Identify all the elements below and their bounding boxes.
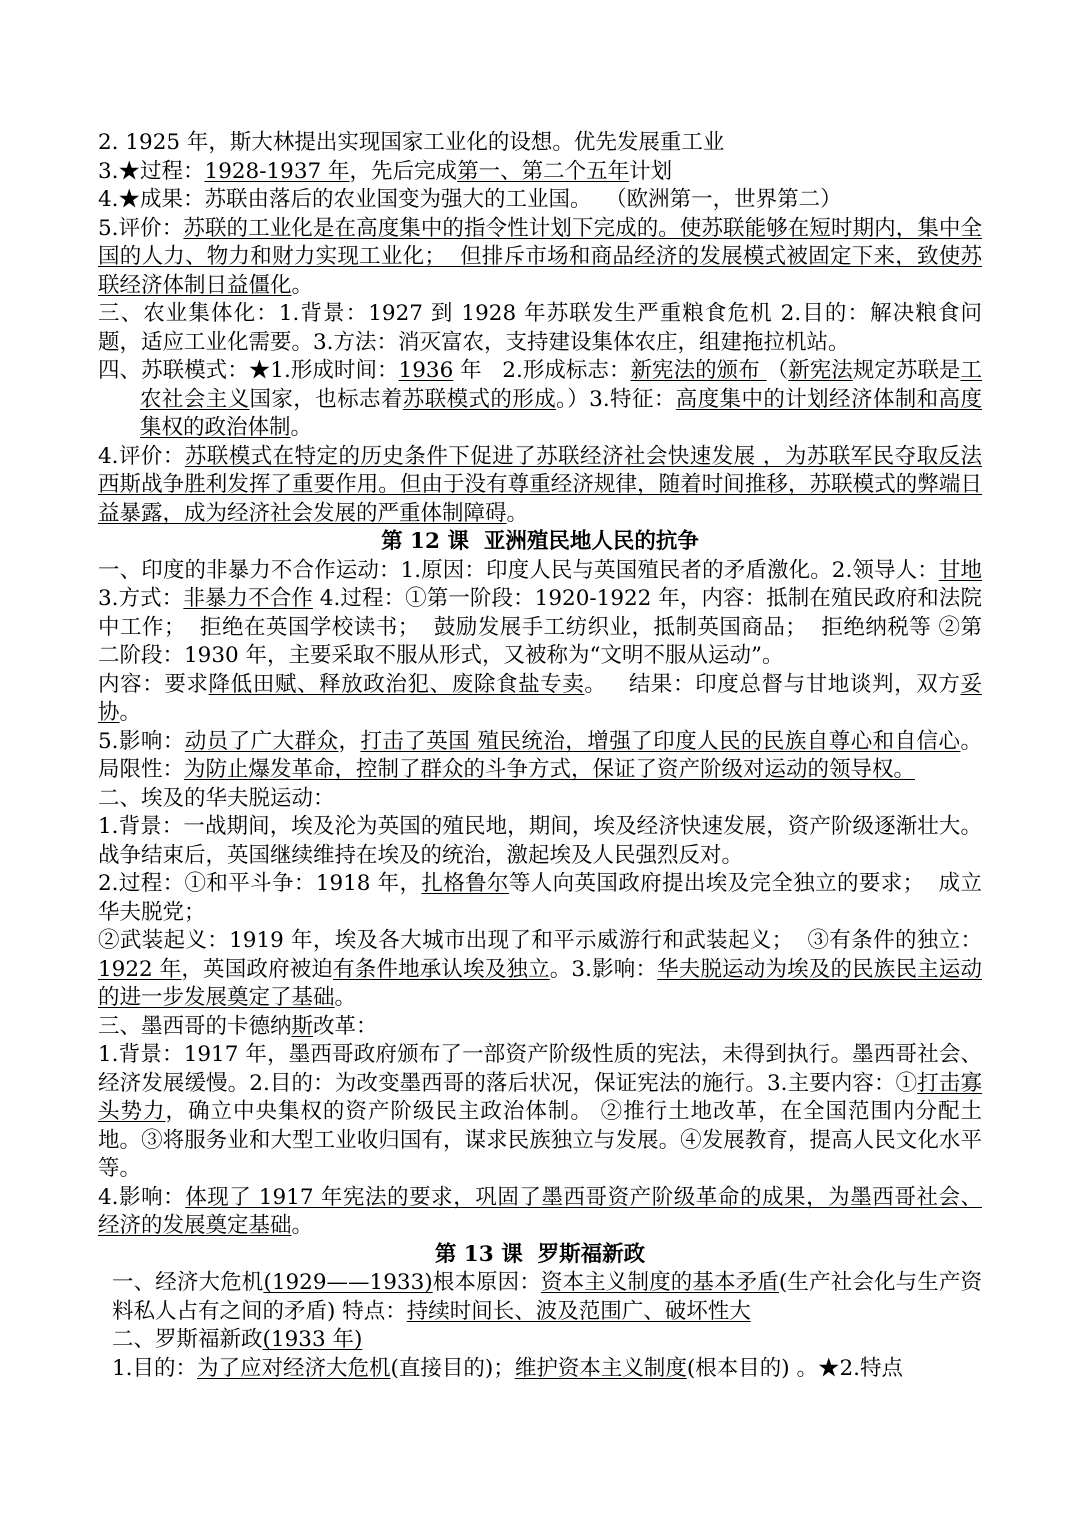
paragraph-stalin-industrialization-idea: [98, 129, 982, 158]
paragraph-new-deal-heading: [98, 1326, 982, 1355]
document-body: [98, 129, 1010, 1383]
underlined-text: 新宪法: [788, 358, 853, 383]
underlined-text: 体现了 1917 年宪法的要求，巩固了墨西哥资产阶级革命的成果，为墨西哥社会、经济的发展奠定基础: [98, 1184, 982, 1238]
underlined-text: 高度集中的计划经济体制和高度集权的政治体制: [140, 386, 982, 440]
text-run: 4.★成果：苏联由落后的农业国变为强大的工业国。 （欧洲第一，世界第二）: [98, 187, 842, 212]
text-run: ，先后完成: [349, 158, 458, 184]
text-run: 三、农业集体化：1.背景：1927 到 1928 年苏联发生严重粮食危机 2.目的：解决粮食问题，适应工业化需要。3.方法：消灭富农，支持建设集体农庄，组建拖拉机站。: [98, 301, 982, 355]
text-run: ，英国政府被迫: [181, 956, 334, 982]
underlined-text: 苏联模式的形成: [402, 386, 557, 412]
paragraph-egypt-uprising-impact: [98, 927, 982, 1013]
text-run: 。局限性：: [98, 728, 982, 782]
text-run: 等人向英国政府提出埃及完全独立的要求； 成立华夫脱党；: [98, 871, 982, 925]
paragraph-egypt-wafd-heading: [98, 785, 982, 814]
underlined-text: 1928-1937 年: [204, 158, 350, 184]
text-run: 1.背景：一战期间，埃及沦为英国的殖民地，期间，埃及经济快速发展，资产阶级逐渐壮大。战争结束后，英国继续维持在埃及的统治，激起埃及人民强烈反对。: [98, 814, 982, 868]
lesson-12-title: 第 12 课 亚洲殖民地人民的抗争: [381, 529, 699, 554]
paragraph-soviet-model-evaluation: [98, 443, 982, 529]
text-run: 。）3.特征：: [556, 386, 676, 412]
underlined-text: 华夫脱运动为埃及的民族民主运动的进一步发展奠定了基础: [98, 956, 982, 1010]
underlined-text: 1936: [398, 358, 454, 383]
text-run: 三、墨西哥的卡德纳: [98, 1013, 292, 1039]
underlined-text: 第一、第二个五年: [457, 158, 630, 184]
text-run: 。: [119, 700, 142, 725]
paragraph-mexico-reform-heading: [98, 1013, 982, 1042]
paragraph-india-noncooperation: [98, 557, 1010, 671]
paragraph-egypt-background: [98, 813, 982, 870]
underlined-text: 为防止爆发革命，控制了群众的斗争方式，保证了资产阶级对运动的领导权。: [184, 757, 916, 782]
text-run: 计划: [629, 158, 673, 184]
underlined-text: 打击寡头势力: [98, 1070, 982, 1124]
text-run: 5.评价：: [98, 215, 184, 241]
underlined-text: 降低田赋、释放政治犯、废除食盐专卖: [208, 671, 585, 697]
paragraph-great-depression: [98, 1269, 982, 1326]
text-run: 1.目的：: [112, 1355, 198, 1381]
text-run: (生产社会化与生产资料私人占有之间的矛盾) 特点：: [112, 1270, 982, 1324]
paragraph-industrialization-process: [98, 158, 982, 187]
text-run: 。 结果：印度总督与甘地谈判，双方: [584, 671, 961, 697]
text-run: 规定苏联是: [852, 358, 961, 383]
text-run: 二、埃及的华夫脱运动：: [98, 785, 335, 811]
underlined-text: 打击了英国 殖民统治，增强了印度人民的民族自尊心和自信心: [360, 728, 961, 754]
text-run: 4.影响：: [98, 1184, 186, 1210]
text-run: 3.★过程：: [98, 158, 205, 184]
text-run: ②武装起义：1919 年，埃及各大城市出现了和平示威游行和武装起义； ③有条件的独立：: [98, 928, 982, 953]
text-run: 。: [334, 985, 357, 1010]
lesson-13-title: 第 13 课 罗斯福新政: [434, 1241, 646, 1267]
paragraph-india-content-result: [98, 671, 982, 728]
text-run: (根本目的) 。★2.特点: [686, 1355, 903, 1381]
text-run: 。: [291, 272, 314, 298]
underlined-text: 苏联的工业化是在高度集中的指令性计划下完成的。使苏联能够在短时期内，集中全国的人力、物力和财力实现工业化； 但排斥市场和商品经济的发展模式被固定下来，致使苏联经济体制日益僵化: [98, 215, 983, 298]
underlined-text: 有条件地承认埃及独立: [333, 956, 550, 982]
underlined-text: 妥协: [98, 671, 982, 725]
underlined-text: 持续时间长、波及范围广、破坏性大: [406, 1298, 751, 1324]
paragraph-soviet-model: [98, 357, 982, 443]
underlined-text: 斯: [291, 1013, 314, 1039]
underlined-text: 动员了广大群众: [184, 728, 339, 754]
underlined-text: 扎格鲁尔: [421, 871, 509, 896]
underlined-text: 新宪法的颁布: [630, 358, 767, 383]
paragraph-egypt-process: [98, 870, 982, 927]
text-run: 4.过程：①第一阶段：1920-1922 年，内容：抵制在殖民政府和法院中工作； 拒绝在英国学校读书； 鼓励发展手工纺织业，抵制英国商品； 拒绝纳税等 ②第二阶段：1930 年，主要采取不服从形式，又被称为“文明不服从运动”。: [98, 586, 982, 668]
text-run: 年 2.形成标志：: [453, 358, 631, 383]
text-run: 4.评价：: [98, 443, 185, 469]
text-run: 四、苏联模式：★1.形成时间：: [98, 358, 399, 383]
text-run: （: [766, 358, 789, 383]
text-run: 一、印度的非暴力不合作运动：1.原因：印度人民与英国殖民者的矛盾激化。2.领导人：: [98, 557, 939, 583]
text-run: ，: [338, 728, 361, 754]
underlined-text: 维护资本主义制度: [514, 1355, 687, 1381]
text-run: 内容：要求: [98, 671, 209, 697]
text-run: 。: [291, 1213, 314, 1238]
underlined-text: 资本主义制度的基本矛盾: [540, 1270, 779, 1295]
underlined-text: 甘地: [938, 557, 982, 583]
underlined-text: 苏联模式在特定的历史条件下促进了苏联经济社会快速发展 ，为苏联军民夺取反法西斯战争胜利发挥了重要作用。但由于没有尊重经济规律，随着时间推移，苏联模式的弊端日益暴露，成为经济社会发展的严重体制障碍: [98, 443, 982, 526]
underlined-text: (1933 年): [262, 1327, 363, 1352]
text-run: 。: [506, 500, 529, 526]
text-run: ，确立中央集权的资产阶级民主政治体制。 ②推行土地改革，在全国范围内分配土地。③将服务业和大型工业收归国有，谋求民族独立与发展。④发展教育，提高人民文化水平等。: [98, 1099, 982, 1181]
paragraph-industrialization-result: [98, 186, 982, 215]
text-run: 改革：: [313, 1013, 378, 1039]
underlined-text: 1922 年: [98, 956, 182, 982]
text-run: (直接目的)；: [390, 1355, 515, 1381]
underlined-text: 为了应对经济大危机: [197, 1355, 391, 1381]
text-run: 2. 1925 年，斯大林提出实现国家工业化的设想。优先发展重工业: [98, 130, 725, 155]
text-run: 5.影响：: [98, 728, 185, 754]
text-run: 国家，也标志着: [249, 386, 403, 412]
text-run: 一、经济大危机: [112, 1270, 264, 1295]
underlined-text: (1929——1933): [263, 1270, 433, 1295]
paragraph-new-deal-purpose: [98, 1355, 982, 1384]
text-run: 。: [290, 415, 313, 440]
paragraph-industrialization-evaluation: [98, 215, 982, 301]
text-run: 3.方式：: [98, 557, 1010, 611]
text-run: 1.背景：1917 年，墨西哥政府颁布了一部资产阶级性质的宪法，未得到执行。墨西哥社会、经济发展缓慢。2.目的：为改变墨西哥的落后状况，保证宪法的施行。3.主要内容：①: [98, 1042, 982, 1096]
paragraph-india-impact: [98, 728, 982, 785]
text-run: 2.过程：①和平斗争：1918 年，: [98, 871, 422, 896]
paragraph-mexico-impact: [98, 1184, 982, 1241]
text-run: 根本原因：: [432, 1270, 541, 1295]
underlined-text: 工农社会主义: [140, 358, 982, 412]
paragraph-agricultural-collectivization: [98, 300, 982, 357]
paragraph-mexico-background-content: [98, 1041, 982, 1184]
text-run: 二、罗斯福新政: [112, 1327, 263, 1352]
underlined-text: 非暴力不合作: [183, 586, 313, 611]
text-run: 。3.影响：: [549, 956, 658, 982]
